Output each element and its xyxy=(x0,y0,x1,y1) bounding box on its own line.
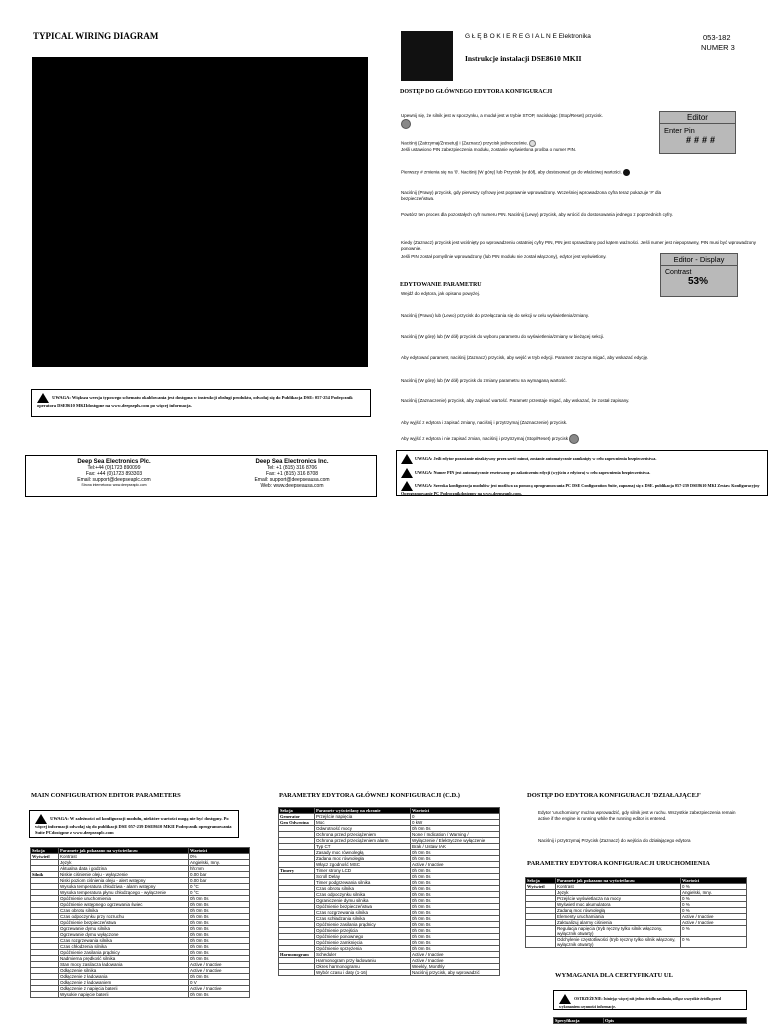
cell-section: Wyświetl xyxy=(31,854,59,860)
cell-parameter: Ochrona przed przeciążeniem xyxy=(315,832,411,838)
cell-value: 0h 0m 0s xyxy=(411,826,500,832)
cell-value: Brak / Ustaw IAK xyxy=(411,844,500,850)
cell-section: Silnik xyxy=(31,872,59,878)
cell-parameter: Język xyxy=(59,860,189,866)
col-values: Wartości xyxy=(189,848,250,854)
running-params-table xyxy=(525,877,747,948)
cell-value: 0h 0m 0s xyxy=(189,938,250,944)
cell-section: Generator xyxy=(279,814,315,820)
plc-tel: Tel:+44 (0)1723 890099 xyxy=(87,465,141,471)
cell-parameter: Odwrotność mocy xyxy=(315,826,411,832)
cell-parameter: Kontrast xyxy=(59,854,189,860)
edit-step-5: Naciśnij (W górę) lub (W dół) przycisk do zmiany parametru na wymaganą wartość. xyxy=(401,378,567,383)
running-step-1: Edytor 'uruchomiony' można wprowadzić, gdy silnik jest w ruchu. Wszystkie zabezpieczenia remain active if the engine is running while the running editor is entered. xyxy=(538,810,736,821)
editor-warning-3: UWAGA: Szeroka konfiguracja modułów jest możliwa za pomocą oprogramowania PC DSE Configuration Suite, zapoznaj się z DSE. publikacja 057-239 DSE8610 MKI Zestaw Konfiguracyjny Oprogramowanie PC Podręcznikdostępny na www.deepseaplc.com. xyxy=(401,482,760,496)
cell-value: Active / Inactive xyxy=(681,914,747,920)
warning-icon xyxy=(559,994,571,1004)
access-step-4: Pierwszy # zmienia się na '0'. Naciśnij (W górę) lub Przycisk (w dół), aby dostosować go do właściwej wartości. xyxy=(401,169,681,176)
cell-value: 0h 0m 0s xyxy=(411,934,500,940)
cell-value: 0h 0m 0s xyxy=(189,914,250,920)
col-spec: Specyfikacja xyxy=(554,1018,604,1024)
edit-step-7: Aby wyjść z edytora i zapisać zmiany, naciśnij i przytrzymaj (Zaznaczenie) przycisk. xyxy=(401,420,568,425)
main-params-table xyxy=(30,847,250,998)
col-values: Wartości xyxy=(681,878,747,884)
cell-parameter: Opóźnienie sprzężenia xyxy=(315,946,411,952)
company-name: G Ł Ę B O K I E R E G I A L N E Elektronika xyxy=(465,33,591,40)
ul-warning-box: OSTRZEŻENIE: Istniejąc więcej niż jedno źródło zasilania, odłącz wszystkie źródła przed wykonaniem czynności informacje. xyxy=(553,990,747,1010)
cell-value: Active / Inactive xyxy=(681,920,747,926)
running-step-2: Naciśnij i przytrzymaj Przycisk (Zaznacz) do wejścia do działającego edytora xyxy=(538,838,691,843)
cell-section xyxy=(526,926,556,937)
cell-value: 0h 0m 0s xyxy=(411,850,500,856)
lcd-editor-title: Editor xyxy=(659,112,736,124)
main-params-heading: MAIN CONFIGURATION EDITOR PARAMETERS xyxy=(31,792,181,799)
cell-parameter: Czas rozgrzewania silnika xyxy=(315,910,411,916)
access-step-2: Naciśnij (Zatrzymaj/Zresetuj) i (Zaznacz) przycisk jednocześnie. xyxy=(401,140,641,147)
plc-fax: Fax: +44 (0)1723 893303 xyxy=(85,471,143,477)
running-access-heading: DOSTĘP DO EDYTORA KONFIGURACJI 'DZIAŁAJĄCEJ' xyxy=(527,792,701,799)
cell-parameter: Czas odpoczynku przy rozruchu xyxy=(59,914,189,920)
access-heading: DOSTĘP DO GŁÓWNEGO EDYTORA KONFIGURACJI xyxy=(400,89,553,95)
ul-heading: WYMAGANIA DLA CERTYFIKATU UL xyxy=(555,972,673,979)
cell-value: 0h 0m 0s xyxy=(411,880,500,886)
cell-parameter: Czas odpoczynku silnika xyxy=(315,892,411,898)
tick-button-icon xyxy=(529,140,536,147)
warning-icon xyxy=(37,393,49,403)
warning-icon xyxy=(35,814,47,824)
cell-value: hh:mm xyxy=(189,866,250,872)
wiring-warning-box xyxy=(31,389,371,417)
warning-icon xyxy=(401,454,413,464)
plc-name: Deep Sea Electronics Plc. xyxy=(77,459,151,465)
cell-parameter: Czas obrotu silnika xyxy=(315,886,411,892)
wiring-warning-text: UWAGA: Większa wersja typowego schematu okablowania jest dostępna w instrukcji obsługi produktu, odwołaj się do Publikacja DSE: 057-254 Podręcznik operatora DSE8610 MKIIdostępne na www.deepsepls.com po więcej informacja. xyxy=(37,395,353,408)
wiring-diagram-title: TYPICAL WIRING DIAGRAM xyxy=(33,31,159,41)
table-row xyxy=(279,970,500,976)
doc-number: 053-182 xyxy=(703,33,731,42)
access-step-3: Jeśli ustawiono PIN zabezpieczenia modułu, zostanie wyświetlona prośba o numer PIN. xyxy=(401,147,577,152)
cell-section: Gen Odwrotna xyxy=(279,820,315,826)
cell-parameter: Stan mocy zasilacza ładowania xyxy=(59,962,189,968)
cell-parameter: Ogrzewanie dymu wyłączone xyxy=(59,932,189,938)
cell-value: 0h 0m 0s xyxy=(189,992,250,998)
editor-warnings-box xyxy=(396,450,768,496)
cell-value: 0 % xyxy=(681,908,747,914)
cell-parameter: Odłączenie silnika xyxy=(59,968,189,974)
doc-issue: NUMER 3 xyxy=(701,43,735,52)
col-parameter: Parametr jak pokazano na wyświetlaczu xyxy=(556,878,681,884)
cell-parameter: Opóźnienie zasilania prądnicy xyxy=(315,922,411,928)
edit-step-8: Aby wyjść z edytora i nie zapisać zmian, naciśnij i przytrzymaj (Stop/Reset) przycisk xyxy=(401,434,721,444)
cell-value: 0 % xyxy=(681,896,747,902)
cell-parameter: Moc xyxy=(315,820,411,826)
lcd-display-title: Editor - Display xyxy=(660,254,738,266)
running-params-heading: PARAMETRY EDYTORA KONFIGURACJI URUCHOMIENIA xyxy=(527,860,710,867)
cell-section: Timery xyxy=(279,868,315,874)
cell-value: 0h 0m 0s xyxy=(411,910,500,916)
cell-parameter: Niski poziom ciśnienia oleju - alert wstępny xyxy=(59,878,189,884)
cell-parameter: Wysoka temperatura chłodziwa - alarm wstępny xyxy=(59,884,189,890)
col-parameter: Parametr wyświetlany na ekranie xyxy=(315,808,411,814)
cell-value: 0h 0m 0s xyxy=(411,946,500,952)
company-logo xyxy=(401,31,453,81)
cell-parameter: Odłączenie z ładowania xyxy=(59,974,189,980)
access-step-7: Kiedy (Zaznacz) przycisk jest wciśnięty po wprowadzeniu ostatniej cyfry PIN, PIN jest sprawdzany pod kątem ważności. Jeśli numer jest niepoprawny, PIN musi być wprowadzony ponownie. xyxy=(401,240,757,251)
cell-value: Active / Inactive xyxy=(189,986,250,992)
edit-step-3: Naciśnij (W górę) lub (W dół) przycisk do wyboru parametru do wyświetlenia/zmiany w bieżącej sekcji. xyxy=(401,334,605,339)
cell-parameter: Przejście napięcia xyxy=(315,814,411,820)
main-params-warning: UWAGA: W zależności od konfiguracji modułu, niektóre wartości mogą nie być dostępny. Po więcej informacji odwołaj się do publikacji DSE 057-239 DSE8610 MKII Podręcznik oprogramowania Suite PCdostępne z www.deepseaplc.com xyxy=(29,810,239,838)
cell-value: Angielski, Inny. xyxy=(681,890,747,896)
lcd-enter-pin-label: Enter Pin xyxy=(664,126,695,135)
col-desc: Opis xyxy=(604,1018,747,1024)
cell-value: 0h 0m 0s xyxy=(411,868,500,874)
cell-parameter: Odłączenie z napięcia baterii xyxy=(59,986,189,992)
cell-parameter: Włącz zgodność MSC xyxy=(315,862,411,868)
cell-parameter: Zaktualizuj alarmy ciśnienia xyxy=(556,920,681,926)
plc-web[interactable]: Strona internetowa: www.deepseaplc.com xyxy=(81,483,147,487)
cell-parameter: Język xyxy=(556,890,681,896)
editor-warning-1: UWAGA: Jeśli edytor pozostanie nieaktywny przez sześć minut, zostanie automatycznie zamknięty w celu zapewnienia bezpieczeństwa. xyxy=(401,454,763,464)
col-parameter: Parametr jak pokazano na wyświetlaczu xyxy=(59,848,189,854)
table-row xyxy=(31,992,250,998)
table-row xyxy=(526,926,747,937)
cell-value: 0 % xyxy=(681,937,747,948)
cell-parameter: Timer podgrzewania silnika xyxy=(315,880,411,886)
access-step-1: Upewnij się, że silnik jest w spoczynku, a moduł jest w trybie STOP, naciskając (Stop/Reset) przycisk. xyxy=(401,113,613,129)
cell-parameter: Opóźnienie zamknięcia xyxy=(315,940,411,946)
col-values: Wartości xyxy=(411,808,500,814)
cell-value: Active / Inactive xyxy=(189,962,250,968)
ul-table xyxy=(553,1017,747,1024)
stop-button-icon xyxy=(401,119,411,129)
cell-parameter: Zadaną moc równoległą xyxy=(556,908,681,914)
cell-value: 0h 0m 0s xyxy=(189,908,250,914)
cell-parameter: Czas chłodzenia silnika xyxy=(59,944,189,950)
editing-heading: EDYTOWANIE PARAMETRU xyxy=(400,282,482,288)
inc-tel: Tel: +1 (815) 316 8706 xyxy=(266,465,318,471)
cell-value: Naciśnij przycisk, aby wprowadzić xyxy=(411,970,500,976)
cell-value: Angielski, Inny. xyxy=(189,860,250,866)
cell-parameter: Timer strony LCD xyxy=(315,868,411,874)
cell-value: 0h 0m 0s xyxy=(411,904,500,910)
wiring-diagram-image xyxy=(32,57,368,367)
contact-plc xyxy=(30,459,198,489)
cell-parameter: Regulacja napięcia (tryb ręczny tylko silnik włączony, wyłącznik otwarty) xyxy=(556,926,681,937)
access-step-6: Powtórz ten proces dla pozostałych cyfr numeru PIN. Naciśnij (Lewy) przycisk, aby wrócić do dostosowania jednego z poprzednich cyfry. xyxy=(401,212,674,217)
edit-step-6: Naciśnij (Zaznaczenie) przycisk, aby zapisać wartość. Parametr przestaje migać, aby wskazać, że został zapisany. xyxy=(401,398,630,403)
cell-parameter: Wyświetl moc akumulatora xyxy=(556,902,681,908)
edit-step-2: Naciśnij (Prawo) lub (Lewo) przycisk do przełączania się do sekcji w celu wyświetlenia/zmiany. xyxy=(401,313,589,318)
cell-value: 0 % xyxy=(681,926,747,937)
cell-parameter: Opóźnienie bezpieczeństwa xyxy=(59,920,189,926)
cell-value: 0 % xyxy=(681,902,747,908)
cell-value: 0h 0m 0s xyxy=(411,874,500,880)
cell-section xyxy=(31,992,59,998)
cell-value: 0 xyxy=(411,814,500,820)
table-header-row xyxy=(554,1018,747,1024)
cell-value: Active / Inactive xyxy=(411,958,500,964)
table-row xyxy=(526,937,747,948)
cell-value: Active / Inactive xyxy=(189,968,250,974)
col-section: Sekcja xyxy=(279,808,315,814)
main-params-cont-heading: PARAMETRY EDYTORA GŁÓWNEJ KONFIGURACJI (C.D.) xyxy=(279,792,460,799)
cell-parameter: Scheduler xyxy=(315,952,411,958)
doc-title: Instrukcje instalacji DSE8610 MKII xyxy=(465,54,582,63)
cell-section xyxy=(279,970,315,976)
cell-parameter: Ogrzewanie dymu silnika xyxy=(59,926,189,932)
cell-parameter: Odchylenie częstotliwości (tryb ręczny tylko silnik włączony, wyłącznik otwarty) xyxy=(556,937,681,948)
cell-value: 0 kW xyxy=(411,820,500,826)
cell-value: 0h 0m 0s xyxy=(411,940,500,946)
inc-email[interactable]: Email: support@deepseausa.com xyxy=(254,477,330,483)
inc-fax: Fax: +1 (815) 316 8708 xyxy=(265,471,319,477)
inc-web[interactable]: Web: www.deepseausa.com xyxy=(260,483,324,489)
cell-value: 0h 0m 0s xyxy=(411,856,500,862)
cell-value: Wyłączenie / Elektryczne wyłączenie xyxy=(411,838,500,844)
access-step-5: Naciśnij (Prawy) przycisk, gdy pierwszy cyfrowy jest poprawnie wprowadzony. Wcześniej wprowadzona cyfra teraz pokazuje '#' dla bezpieczeństwa. xyxy=(401,190,661,201)
edit-step-4: Aby edytować parametr, naciśnij (Zaznacz) przycisk, aby wejść w tryb edycji. Parametr zaczyna migać, aby wskazać edycję. xyxy=(401,355,649,360)
cell-parameter: Przejście wyświetlacza na mocy xyxy=(556,896,681,902)
cell-value: 0h 0m 0s xyxy=(411,892,500,898)
cell-value: 0h 0m 0s xyxy=(189,902,250,908)
cell-parameter: Opóźnienie wstępnego ogrzewania świec xyxy=(59,902,189,908)
cell-parameter: Wybór czasu i daty (1-16) xyxy=(315,970,411,976)
cell-parameter: Wysoka temperatura płynu chłodzącego - wyłączenie xyxy=(59,890,189,896)
cell-value: 0h 0m 0s xyxy=(411,928,500,934)
cell-section: Harmonogram xyxy=(279,952,315,958)
lcd-enter-pin xyxy=(659,111,736,154)
cell-value: Active / Inactive xyxy=(411,862,500,868)
cell-parameter: Zadana moc równoległa xyxy=(315,856,411,862)
cell-value: 0h 0m 0s xyxy=(411,922,500,928)
inc-name: Deep Sea Electronics Inc. xyxy=(255,459,329,465)
cell-value: 0h 0m 0s xyxy=(189,896,250,902)
contact-box xyxy=(25,455,377,497)
cell-parameter: Zasady moc równoległą xyxy=(315,850,411,856)
cell-parameter: Czas rozgrzewania silnika xyxy=(59,938,189,944)
col-section: Sekcja xyxy=(526,878,556,884)
cell-parameter: Nadmierna prędkość silnika xyxy=(59,956,189,962)
cell-value: 0h 0m 0s xyxy=(189,920,250,926)
cell-value: 0h 0m 0s xyxy=(189,956,250,962)
cell-value: Weekly, Monthly xyxy=(411,964,500,970)
cell-parameter: Wysokie napięcie baterii xyxy=(59,992,189,998)
cell-value: Active / Inactive xyxy=(411,952,500,958)
cell-parameter: Opóźnienie przejścia xyxy=(315,928,411,934)
warning-icon xyxy=(401,481,413,491)
cell-parameter: Aktualna data i godzina xyxy=(59,866,189,872)
cell-section xyxy=(526,937,556,948)
warning-icon xyxy=(401,468,413,478)
stop-reset-icon xyxy=(569,434,579,444)
contact-inc xyxy=(208,459,376,489)
cell-value: None / Indication / Warning / xyxy=(411,832,500,838)
cell-value: 0h 0m 0s xyxy=(189,950,250,956)
cell-parameter: Typ CT xyxy=(315,844,411,850)
cell-parameter: Opóźnienie ponownego xyxy=(315,934,411,940)
cell-parameter: Okres harmonogramu xyxy=(315,964,411,970)
cell-parameter: Ograniczenie dymu silnika xyxy=(315,898,411,904)
cell-parameter: Scroll Delay xyxy=(315,874,411,880)
cell-value: 0 % xyxy=(681,884,747,890)
nav-button-icon xyxy=(623,169,630,176)
cell-value: 0 °C xyxy=(189,884,250,890)
cell-section: Wyświetl xyxy=(526,884,556,890)
cell-value: 0 °C xyxy=(189,890,250,896)
cell-parameter: Odłączenie z ładowaniem xyxy=(59,980,189,986)
cell-parameter: Czas obrotu silnika xyxy=(59,908,189,914)
cell-parameter: Ochrona przed przeciążeniem alarm xyxy=(315,838,411,844)
cell-value: 0.00 bar xyxy=(189,872,250,878)
cell-value: 0h 0m 0s xyxy=(411,886,500,892)
col-section: Sekcja xyxy=(31,848,59,854)
cell-value: 0h 0m 0s xyxy=(189,932,250,938)
lcd-pin-mask: #### xyxy=(686,135,719,145)
cell-parameter: Harmonogram przy ładowaniu xyxy=(315,958,411,964)
cell-value: 0h 0m 0s xyxy=(411,916,500,922)
lcd-contrast-value: 53% xyxy=(688,276,709,287)
plc-email[interactable]: Email: support@deepseaplc.com xyxy=(77,477,151,483)
cell-parameter: Elementy uruchamiania xyxy=(556,914,681,920)
access-step-8: Jeśli PIN został pomyślnie wprowadzony (lub PIN modułu nie został włączony), edytor jest wyświetlony. xyxy=(401,254,607,259)
cell-parameter: Czas schładzania silnika xyxy=(315,916,411,922)
edit-step-1: Wejdź do edytora, jak opisano powyżej. xyxy=(401,291,480,296)
editor-warning-2: UWAGA: Numer PIN jest automatycznie resetowany po zakończeniu edycji (wyjściu z edytora) w celu zapewnienia bezpieczeństwa. xyxy=(401,468,763,478)
cell-value: 0h 0m 0s xyxy=(189,974,250,980)
cell-parameter: Niskie ciśnienie oleju - wyłączenie xyxy=(59,872,189,878)
cell-value: 0.00 bar xyxy=(189,878,250,884)
cell-value: 0% xyxy=(189,854,250,860)
cell-value: 0h 0m 0s xyxy=(411,898,500,904)
cell-parameter: Opóźnienie bezpieczeństwa xyxy=(315,904,411,910)
cell-value: 0 V xyxy=(189,980,250,986)
lcd-contrast-label: Contrast xyxy=(665,269,692,276)
lcd-display-contrast xyxy=(660,253,738,297)
cell-parameter: Opóźnienie zasilania prądnicy xyxy=(59,950,189,956)
cell-value: 0h 0m 0s xyxy=(189,926,250,932)
cell-parameter: Opóźnienie uruchomienia xyxy=(59,896,189,902)
cell-value: 0h 0m 0s xyxy=(189,944,250,950)
cell-parameter: Kontrast xyxy=(556,884,681,890)
main-params-cont-table xyxy=(278,807,500,976)
